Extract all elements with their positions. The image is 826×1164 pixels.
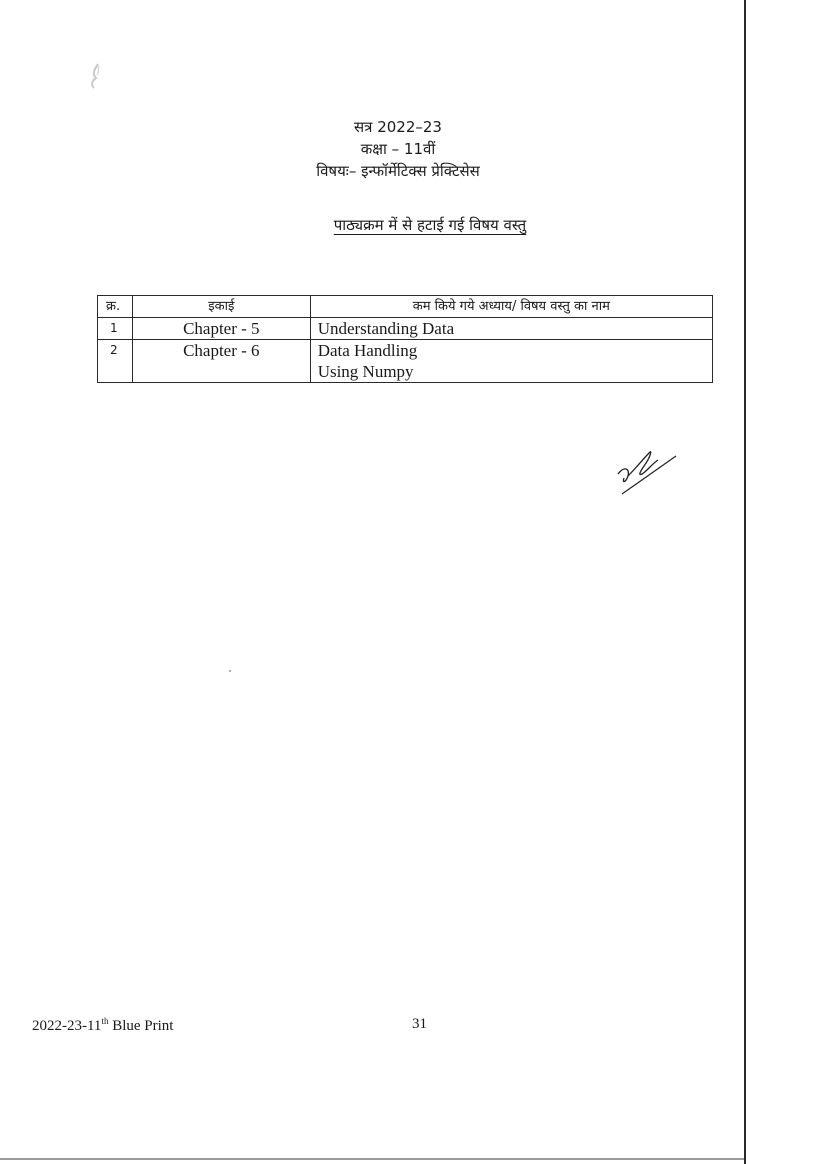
topic-item: Using Numpy — [317, 362, 414, 381]
topic-item: Data Handling — [317, 341, 418, 360]
class-line: कक्षा – 11वीं — [360, 140, 436, 158]
subtitle-text: पाठ्यक्रम में से हटाई गई विषय वस्तु — [333, 216, 527, 234]
row-unit: Chapter - 5 — [132, 318, 310, 340]
page-bottom-edge — [0, 1158, 744, 1160]
deleted-content-table — [97, 295, 713, 383]
signature-mark — [614, 446, 680, 498]
row-topics — [310, 340, 712, 383]
topic-item: Understanding Data — [317, 319, 455, 338]
row-unit: Chapter - 6 — [132, 340, 310, 383]
header-unit: इकाई — [132, 296, 310, 318]
table-header-row — [98, 296, 713, 318]
scan-speck — [229, 670, 231, 672]
row-serial: 2 — [98, 340, 133, 383]
header-topics: कम किये गये अध्याय/ विषय वस्तु का नाम — [310, 296, 712, 318]
session-line: सत्र 2022–23 — [354, 118, 442, 136]
document-header — [200, 116, 596, 182]
page-edge-line — [744, 0, 746, 1164]
scan-smudge — [84, 60, 108, 92]
page-number: 31 — [412, 1016, 427, 1032]
subject-line: विषयः– इन्फॉर्मेटिक्स प्रेक्टिसेस — [316, 162, 480, 180]
table-row — [98, 318, 713, 340]
table-row — [98, 340, 713, 383]
footer-document-label — [32, 1016, 173, 1035]
footer-prefix: 2022-23-11 — [32, 1018, 102, 1034]
document-subtitle — [250, 214, 610, 236]
row-topics — [310, 318, 712, 340]
header-serial: क्र. — [98, 296, 133, 318]
row-serial: 1 — [98, 318, 133, 340]
footer-superscript: th — [101, 1016, 109, 1026]
footer-suffix: Blue Print — [108, 1018, 174, 1034]
